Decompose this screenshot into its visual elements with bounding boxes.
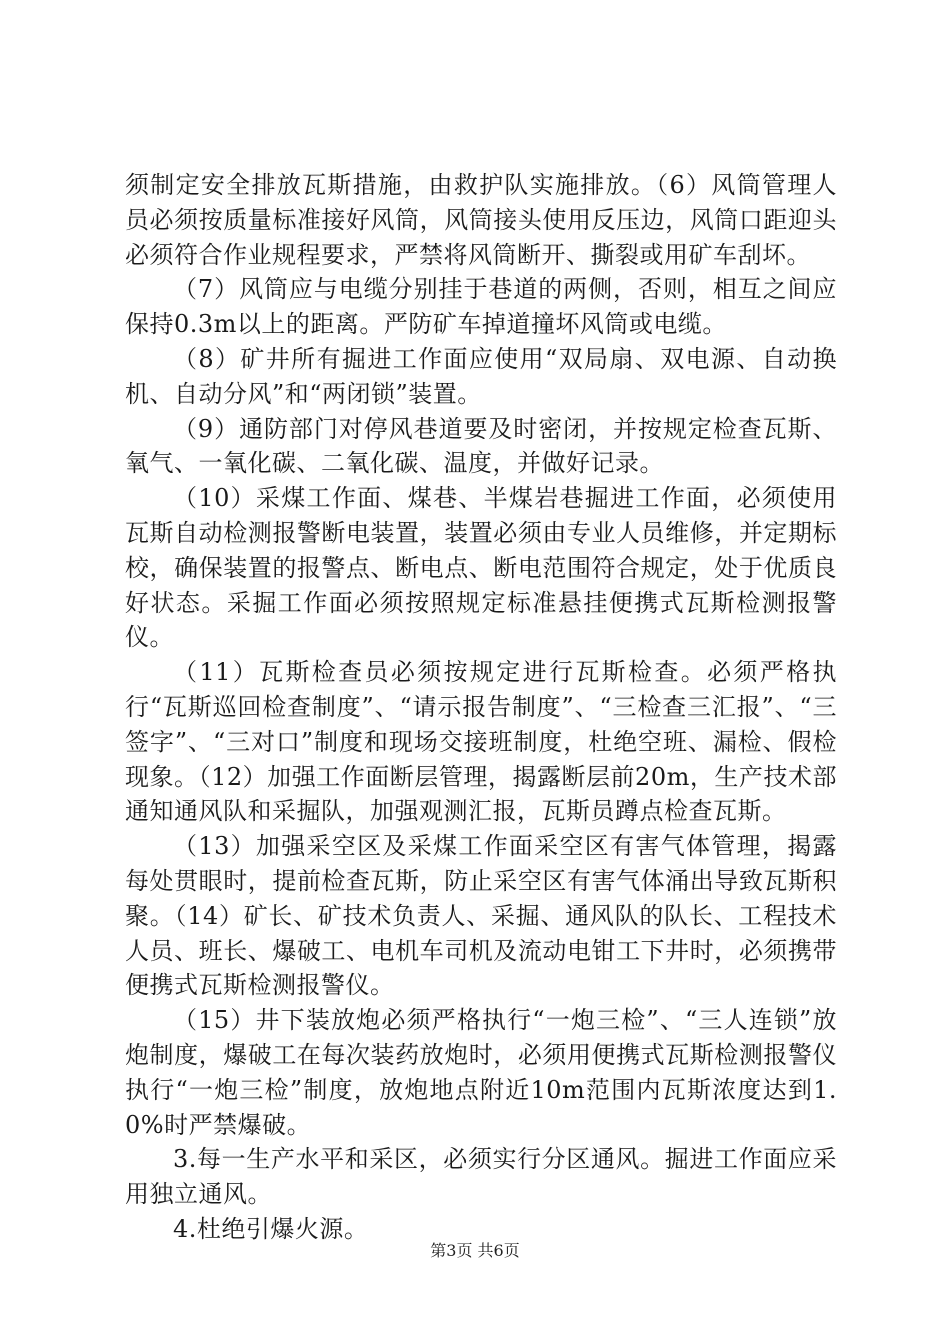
paragraph-continuation: 须制定安全排放瓦斯措施，由救护队实施排放。（6）风筒管理人员必须按质量标准接好风筒，风筒接头使用反压边，风筒口距迎头必须符合作业规程要求，严禁将风筒断开、撕裂或用矿车刮坏。 [125, 171, 837, 269]
paragraph-item-9: （9）通防部门对停风巷道要及时密闭，并按规定检查瓦斯、氧气、一氧化碳、二氧化碳、温度，并做好记录。 [125, 414, 837, 478]
paragraph-section-3: 3.每一生产水平和采区，必须实行分区通风。掘进工作面应采用独立通风。 [125, 1145, 837, 1209]
paragraph-item-13: （13）加强采空区及采煤工作面采空区有害气体管理，揭露每处贯眼时，提前检查瓦斯，防止采空区有害气体涌出导致瓦斯积聚。（14）矿长、矿技术负责人、采掘、通风队的队长、工程技术人员、班长、爆破工、电机车司机及流动电钳工下井时，必须携带便携式瓦斯检测报警仪。 [125, 832, 837, 1000]
paragraph-item-10: （10）采煤工作面、煤巷、半煤岩巷掘进工作面，必须使用瓦斯自动检测报警断电装置，装置必须由专业人员维修，并定期标校，确保装置的报警点、断电点、断电范围符合规定，处于优质良好状态。采掘工作面必须按照规定标准悬挂便携式瓦斯检测报警仪。 [125, 484, 837, 652]
paragraph-item-7: （7）风筒应与电缆分别挂于巷道的两侧，否则，相互之间应保持0.3m以上的距离。严防矿车掉道撞坏风筒或电缆。 [125, 275, 837, 339]
page-number-footer: 第3页 共6页 [430, 1241, 520, 1260]
document-body [125, 168, 837, 1247]
paragraph-item-11: （11）瓦斯检查员必须按规定进行瓦斯检查。必须严格执行“瓦斯巡回检查制度”、“请示报告制度”、“三检查三汇报”、“三签字”、“三对口”制度和现场交接班制度，杜绝空班、漏检、假检现象。（12）加强工作面断层管理，揭露断层前20m，生产技术部通知通风队和采掘队，加强观测汇报，瓦斯员蹲点检查瓦斯。 [125, 658, 837, 826]
paragraph-item-8: （8）矿井所有掘进工作面应使用“双局扇、双电源、自动换机、自动分风”和“两闭锁”装置。 [125, 344, 837, 408]
paragraph-section-4: 4.杜绝引爆火源。 [173, 1214, 369, 1243]
paragraph-item-15: （15）井下装放炮必须严格执行“一炮三检”、“三人连锁”放炮制度，爆破工在每次装药放炮时，必须用便携式瓦斯检测报警仪执行“一炮三检”制度，放炮地点附近10m范围内瓦斯浓度达到1.0%时严禁爆破。 [125, 1006, 837, 1139]
